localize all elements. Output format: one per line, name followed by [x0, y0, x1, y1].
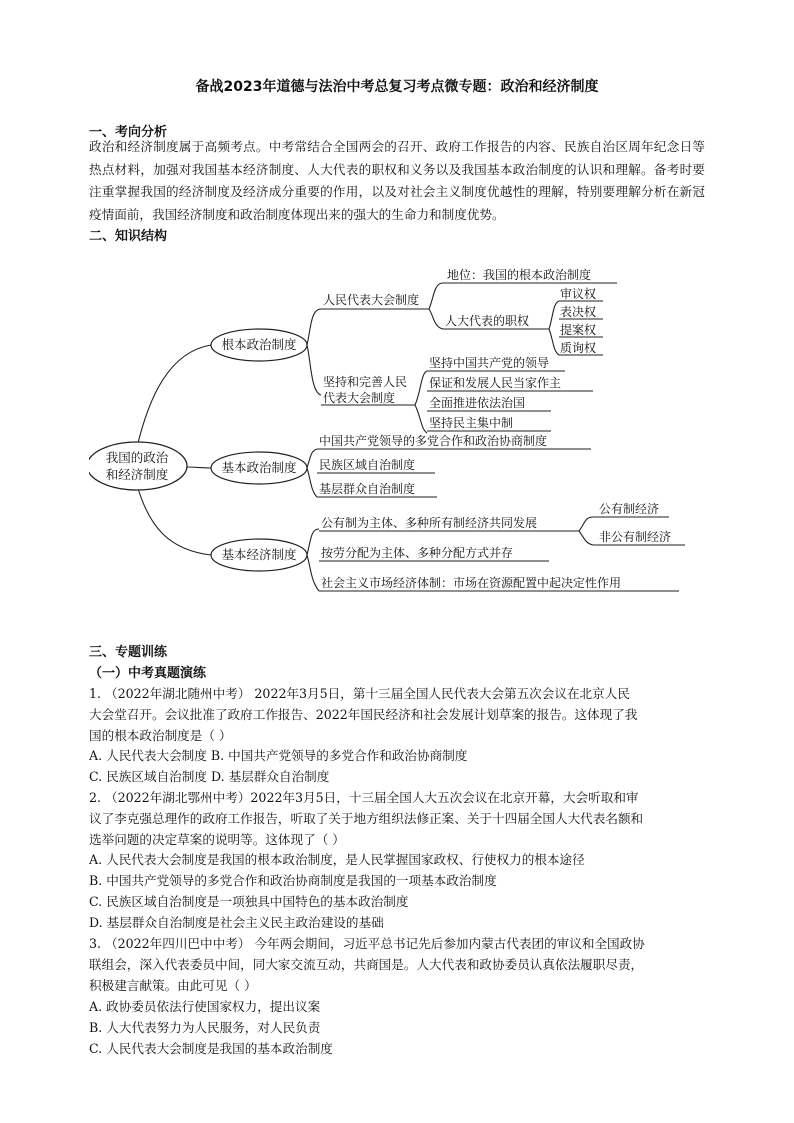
question-3-option-b: B. 人大代表努力为人民服务，对人民负责	[89, 1020, 321, 1035]
node-market-economy: 社会主义市场经济体制：市场在资源配置中起决定性作用	[321, 576, 622, 590]
question-2-line-2: 议了李克强总理作的政府工作报告，听取了关于地方组织法修正案、关于十四届全国人大代表名额和	[89, 811, 644, 826]
node-right-vote: 表决权	[560, 305, 597, 319]
question-2-line-1: 2. （2022年湖北鄂州中考）2022年3月5日，十三届全国人大五次会议在北京开幕，大会听取和审	[89, 790, 639, 805]
node-npc-status: 地位：我国的根本政治制度	[447, 268, 592, 282]
question-3-line-1: 3. （2022年四川巴中中考） 今年两会期间，习近平总书记先后参加内蒙古代表团的审议和全国政协	[89, 936, 645, 951]
question-3-line-2: 联组会，深入代表委员中间，同大家交流互动，共商国是。人大代表和政协委员认真依法履职尽责，	[89, 957, 644, 972]
section-heading-structure: 二、知识结构	[89, 229, 168, 244]
node-right-review: 审议权	[560, 287, 597, 301]
connector-root-b3	[137, 485, 211, 555]
question-1-line-1: 1. （2022年湖北随州中考） 2022年3月5日，第十三届全国人民代表大会第五次会议在北京人民	[89, 686, 630, 701]
question-2-line-3: 选举问题的决定草案的说明等。这体现了（ ）	[89, 832, 345, 847]
question-1-options-ab: A. 人民代表大会制度 B. 中国共产党领导的多党合作和政治协商制度	[89, 748, 468, 763]
root-label-line1: 我国的政治	[105, 450, 169, 465]
branch-label-basic-economic: 基本经济制度	[221, 547, 297, 562]
question-2-option-a: A. 人民代表大会制度是我国的根本政治制度，是人民掌握国家政权、行使权力的根本途径	[89, 852, 585, 867]
question-1-options-cd: C. 民族区域自治制度 D. 基层群众自治制度	[89, 769, 330, 784]
connector-root-b2	[187, 467, 211, 468]
analysis-paragraph: 政治和经济制度属于高频考点。中考常结合全国两会的召开、政府工作报告的内容、民族自治区周年纪念日等热点材料，加强对我国基本经济制度、人大代表的职权和义务以及我国基本政治制度的认识和理解。备考时要注重掌握我国的经济制度及经济成分重要的作用，以及对社会主义制度优越性的理解，特别要理解分析在新冠疫情面前，我国经济制度和政治制度体现出来的强大的生命力和制度优势。	[89, 139, 705, 222]
root-label-line2: 和经济制度	[105, 467, 169, 482]
question-3-option-c: C. 人民代表大会制度是我国的基本政治制度	[89, 1041, 333, 1056]
node-non-public-ownership: 非公有制经济	[599, 530, 672, 544]
node-uphold-party-leadership: 坚持中国共产党的领导	[429, 356, 550, 370]
branch-label-fundamental: 根本政治制度	[221, 337, 297, 352]
node-uphold-npc-line1: 坚持和完善人民	[323, 375, 408, 389]
node-public-ownership: 公有制经济	[599, 502, 660, 516]
section-heading-training: 三、专题训练	[89, 645, 168, 660]
node-uphold-people-masters: 保证和发展人民当家作主	[429, 376, 562, 390]
question-3-line-3: 积极建言献策。由此可见（ ）	[89, 978, 257, 993]
node-right-proposal: 提案权	[560, 323, 597, 337]
node-distribution-system: 按劳分配为主体、多种分配方式并存	[321, 546, 514, 560]
question-2-option-b: B. 中国共产党领导的多党合作和政治协商制度是我国的一项基本政治制度	[89, 873, 497, 888]
node-ownership-system: 公有制为主体、多种所有制经济共同发展	[321, 516, 538, 530]
node-uphold-democratic-centralism: 坚持民主集中制	[429, 416, 514, 430]
node-npc-system: 人民代表大会制度	[323, 293, 420, 307]
question-1-line-2: 大会堂召开。会议批准了政府工作报告、2022年国民经济和社会发展计划草案的报告。这体现了我	[89, 707, 638, 722]
node-uphold-npc-line2: 代表大会制度	[323, 391, 396, 405]
question-1-line-3: 国的根本政治制度是（ ）	[89, 728, 232, 743]
node-grassroots-autonomy: 基层群众自治制度	[319, 482, 416, 496]
brace-b1	[307, 309, 321, 395]
knowledge-structure-mindmap	[89, 247, 703, 632]
page-title: 备战2023年道德与法治中考总复习考点微专题：政治和经济制度	[195, 79, 599, 95]
question-2-option-d: D. 基层群众自治制度是社会主义民主政治建设的基础	[89, 915, 384, 930]
subsection-heading-exam-questions: （一）中考真题演练	[89, 666, 207, 681]
node-deputy-powers: 人大代表的职权	[445, 314, 530, 328]
question-2-option-c: C. 民族区域自治制度是一项独具中国特色的基本政治制度	[89, 894, 409, 909]
node-right-inquiry: 质询权	[560, 341, 597, 355]
node-multiparty-cooperation: 中国共产党领导的多党合作和政治协商制度	[319, 434, 548, 448]
question-3-option-a: A. 政协委员依法行使国家权力，提出议案	[89, 999, 321, 1014]
node-uphold-rule-of-law: 全面推进依法治国	[429, 396, 526, 410]
node-regional-autonomy: 民族区域自治制度	[319, 458, 416, 472]
section-heading-analysis: 一、考向分析	[89, 125, 168, 140]
branch-label-basic-political: 基本政治制度	[221, 460, 297, 475]
connector-root-b1	[137, 345, 211, 447]
